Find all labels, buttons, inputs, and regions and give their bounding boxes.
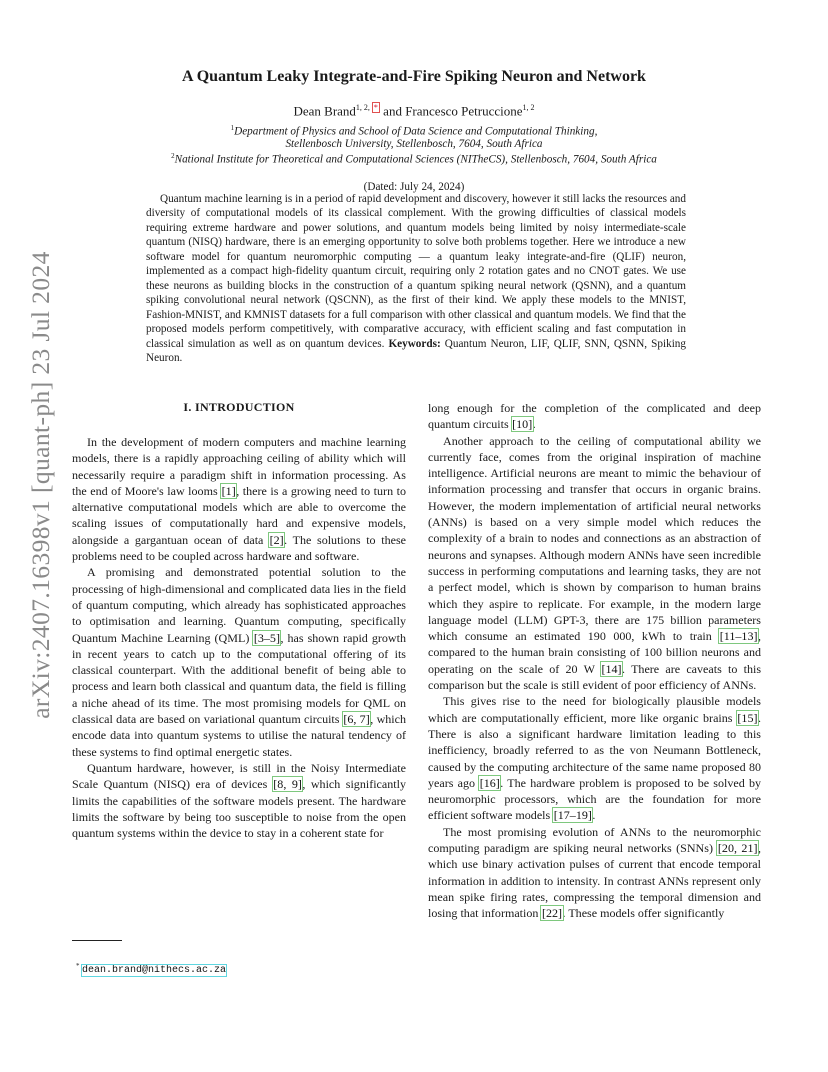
body-text: , has shown rapid growth in recent years to catch up to the computational offering of its classical counterpart. With the additional benefit of being able to process and learn both classical and quantum data, the field is filling a niche ahead of its time. The most promising models for QML on classical data are based on variational quantum circuits	[72, 630, 406, 727]
citation-link[interactable]: [1]	[221, 483, 236, 498]
keywords-label: Keywords:	[388, 337, 441, 350]
paragraph	[428, 433, 761, 694]
affiliation-text: Department of Physics and School of Data Science and Computational Thinking,	[234, 125, 598, 138]
citation-link[interactable]: [2]	[269, 532, 284, 547]
body-text: .	[592, 808, 596, 823]
body-text: . The solutions to these problems need to be coupled across hardware and software.	[72, 532, 406, 564]
arxiv-identifier-text[interactable]: arXiv:2407.16398v1 [quant-ph] 23 Jul 2024	[26, 251, 55, 719]
author-name: Francesco Petruccione	[405, 103, 523, 119]
citation-link[interactable]: [6, 7]	[343, 712, 370, 727]
author-name: Dean Brand	[293, 103, 356, 119]
citation-link[interactable]: [10]	[512, 417, 533, 432]
paragraph	[72, 760, 406, 841]
body-text: Another approach to the ceiling of computational ability we currently face, comes from the original inspiration of machine intelligence. Artificial neurons are meant to mimic the behaviour of information processing and transfer that occurs in organic brains. However, the modern implementation of artificial neural networks (ANNs) is based on a very simple model which reduces the complexity of a brain to nodes and connections as an abstraction of neurons and synapses. Although modern ANNs have seen incredible success in performing computations and learning tasks, they are not a perfect model, which is shown by comparison to human brains which they aspire to replicate. For example, in the modern large language model (LLM) GPT-3, there are 175 billion parameters which consume an estimated 190 000, kWh to train	[428, 433, 761, 644]
paragraph	[428, 400, 761, 433]
author-affiliation-sup: 1, 2	[522, 103, 535, 112]
body-text: , there is a growing need to turn to alternative computational models which are able to overcome the scaling issues of computationally hard and expensive models, alongside a gargantuan ocean of data	[72, 483, 406, 547]
affiliation-text: National Institute for Theoretical and Computational Sciences (NITheCS), Stellenbosch, 7604, South Africa	[174, 153, 657, 166]
body-text: . There are caveats to this comparison but the scale is still evident of poor efficiency of ANNs.	[428, 661, 762, 693]
citation-link[interactable]: [22]	[541, 906, 563, 921]
body-text: , compared to the human brain consisting of 100 billion neurons and operating on the scale of 20 W	[428, 629, 761, 676]
abstract	[146, 192, 686, 365]
body-text: This gives rise to the need for biologically plausible models which are computationally efficient, more like organic brains	[428, 694, 761, 725]
affiliation-2	[0, 152, 828, 166]
citation-link[interactable]: [11–13]	[719, 629, 758, 644]
arxiv-identifier	[22, 251, 60, 719]
section-heading-introduction: I. INTRODUCTION	[183, 400, 295, 414]
body-text: , which significantly limits the capabilities of the software models present. The hardware limits the software by being too susceptible to noise from the open quantum systems within the device to stay in a coherent state for	[72, 777, 406, 841]
citation-link[interactable]: [16]	[479, 775, 500, 790]
keywords-list: Quantum Neuron, LIF, QLIF, SNN, QSNN, Spiking Neuron.	[146, 337, 686, 364]
right-column	[428, 400, 761, 922]
citation-link[interactable]: [15]	[737, 710, 758, 725]
paragraph	[72, 564, 406, 760]
corresponding-author-link[interactable]: *	[373, 103, 378, 112]
abstract-body: Quantum machine learning is in a period of rapid development and discovery, however it still lacks the resources and diversity of computational models of its classical complement. With the growing difficulties of classical models requiring extreme hardware and power solutions, and quantum models being limited by noisy intermediate-scale quantum (NISQ) hardware, there is an emerging opportunity to solve both problems together. Here we introduce a new software model for quantum neuromorphic computing — a quantum leaky integrate-and-fire (QLIF) neuron, implemented as a compact high-fidelity quantum circuit, requiring only 2 rotation gates and no CNOT gates. We use these neurons as building blocks in the construction of a quantum spiking neural network (QSNN), and a quantum spiking convolutional neural network (QSCNN), as the first of their kind. We apply these models to the MNIST, Fashion-MNIST, and KMNIST datasets for a full comparison with other classical and quantum models. We find that the proposed models perform competitively, with comparative accuracy, with efficient scaling and fast computation in classical simulation as well as on quantum devices.	[146, 193, 686, 350]
citation-link[interactable]: [20, 21]	[717, 841, 758, 856]
citation-link[interactable]: [14]	[601, 661, 622, 676]
body-text: Quantum hardware, however, is still in the Noisy Intermediate Scale Quantum (NISQ) era of devices	[72, 760, 406, 792]
body-text: .	[532, 417, 536, 432]
footnote	[76, 962, 226, 976]
body-text: . There is also a significant hardware limitation leading to this inefficiency, broadly referred to as the von Neumann Bottleneck, caused by the computing architecture of the same name proposed 80 years ago	[428, 710, 761, 790]
body-text: . The hardware problem is proposed to be solved by neuromorphic processors, which are the foundation for more efficient software models	[428, 775, 761, 823]
email-link[interactable]: dean.brand@nithecs.ac.za	[82, 965, 227, 977]
author-conjunction: and	[379, 103, 406, 119]
paragraph	[428, 693, 761, 823]
paper-title: A Quantum Leaky Integrate-and-Fire Spiking Neuron and Network	[182, 68, 646, 85]
date-line: (Dated: July 24, 2024)	[363, 181, 465, 193]
affiliation-1-line-2: Stellenbosch University, Stellenbosch, 7604, South Africa	[285, 138, 543, 150]
author-list	[0, 103, 828, 119]
citation-link[interactable]: [3–5]	[253, 630, 280, 645]
body-text: long enough for the completion of the complicated and deep quantum circuits	[428, 401, 761, 432]
affiliation-number: 2	[171, 152, 175, 160]
body-text: In the development of modern computers and machine learning models, there is a rapidly approaching ceiling of ability which will necessarily require a paradigm shift in information processing. As the end of Moore's law looms	[72, 435, 406, 498]
footnote-divider	[72, 940, 122, 941]
paragraph	[72, 434, 406, 564]
body-text: The most promising evolution of ANNs to the neuromorphic computing paradigm are spiking neural networks (SNNs)	[428, 824, 761, 856]
citation-link[interactable]: [8, 9]	[273, 777, 302, 792]
body-text: A promising and demonstrated potential solution to the processing of high-dimensional and complicated data lies in the field of quantum computing, which already has sophisticated approaches to optimisation and learning. Quantum computing, specifically Quantum Machine Learning (QML)	[72, 565, 406, 645]
author-affiliation-sup: 1, 2,	[355, 103, 372, 112]
footnote-mark: *	[76, 962, 80, 970]
affiliation-1	[0, 124, 828, 138]
affiliation-number: 1	[230, 124, 235, 132]
body-text: , which use binary activation pulses of current that encode temporal information in addition to intensity. In contrast ANNs represent only mean spike firing rates, compressing the temporal dimension and losing that information	[428, 841, 761, 921]
body-text: . These models offer significantly	[562, 906, 725, 921]
paragraph	[428, 824, 761, 922]
body-text: , which encode data into quantum systems to utilise the natural tendency of these systems to find optimal energetic states.	[72, 712, 407, 759]
left-column	[72, 434, 406, 841]
citation-link[interactable]: [17–19]	[553, 808, 592, 823]
